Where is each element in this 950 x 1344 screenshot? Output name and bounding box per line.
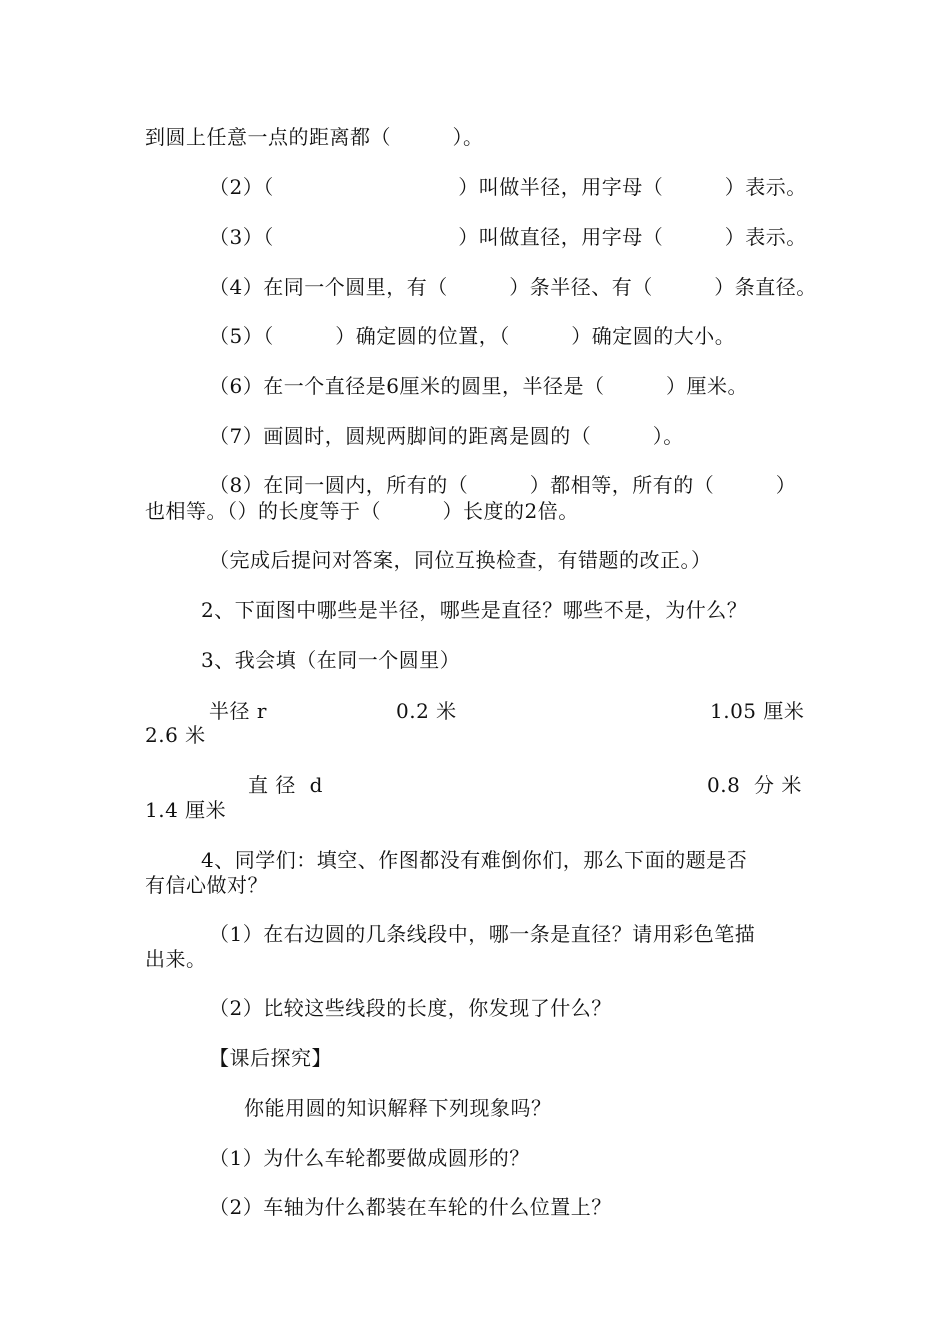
radius-value: 1.05 厘米 (710, 699, 805, 723)
text-line: 你能用圆的知识解释下列现象吗？ (244, 1096, 552, 1120)
text-line: 出来。 (145, 947, 207, 971)
radius-label: 半径 r (209, 699, 267, 723)
text-line: 2、下面图中哪些是半径，哪些是直径？哪些不是，为什么？ (201, 598, 748, 622)
text-line: （1）为什么车轮都要做成圆形的？ (209, 1146, 530, 1170)
diameter-value: 1.4 厘米 (145, 798, 227, 822)
text-line: （6）在一个直径是6厘米的圆里，半径是（ ）厘米。 (209, 374, 748, 398)
text-line: （2）比较这些线段的长度，你发现了什么？ (209, 996, 612, 1020)
text-line: （7）画圆时，圆规两脚间的距离是圆的（ ）。 (209, 424, 684, 448)
section-heading: 【课后探究】 (209, 1046, 332, 1070)
diameter-value: 0.8 分 米 (707, 773, 802, 797)
text-line: （3）（ ）叫做直径，用字母（ ）表示。 (209, 225, 807, 249)
text-line: （完成后提问对答案，同位互换检查，有错题的改正。） (209, 548, 712, 572)
text-line: （2）车轴为什么都装在车轮的什么位置上？ (209, 1195, 612, 1219)
text-line: （5）（ ）确定圆的位置，（ ）确定圆的大小。 (209, 324, 736, 348)
radius-value: 2.6 米 (145, 723, 206, 747)
radius-value: 0.2 米 (396, 699, 457, 723)
text-line: 3、我会填（在同一个圆里） (201, 648, 461, 672)
text-line: （8）在同一圆内，所有的（ ）都相等，所有的（ ） (209, 473, 797, 497)
text-line: （1）在右边圆的几条线段中，哪一条是直径？请用彩色笔描 (209, 922, 756, 946)
diameter-label: 直 径 d (248, 773, 323, 797)
text-line: 也相等。（）的长度等于（ ）长度的2倍。 (145, 499, 579, 523)
text-line: （2）（ ）叫做半径，用字母（ ）表示。 (209, 175, 807, 199)
text-line: 有信心做对？ (145, 873, 268, 897)
text-line: （4）在同一个圆里，有（ ）条半径、有（ ）条直径。 (209, 275, 817, 299)
text-line: 4、同学们：填空、作图都没有难倒你们，那么下面的题是否 (201, 848, 748, 872)
text-line: 到圆上任意一点的距离都（ ）。 (145, 125, 484, 149)
